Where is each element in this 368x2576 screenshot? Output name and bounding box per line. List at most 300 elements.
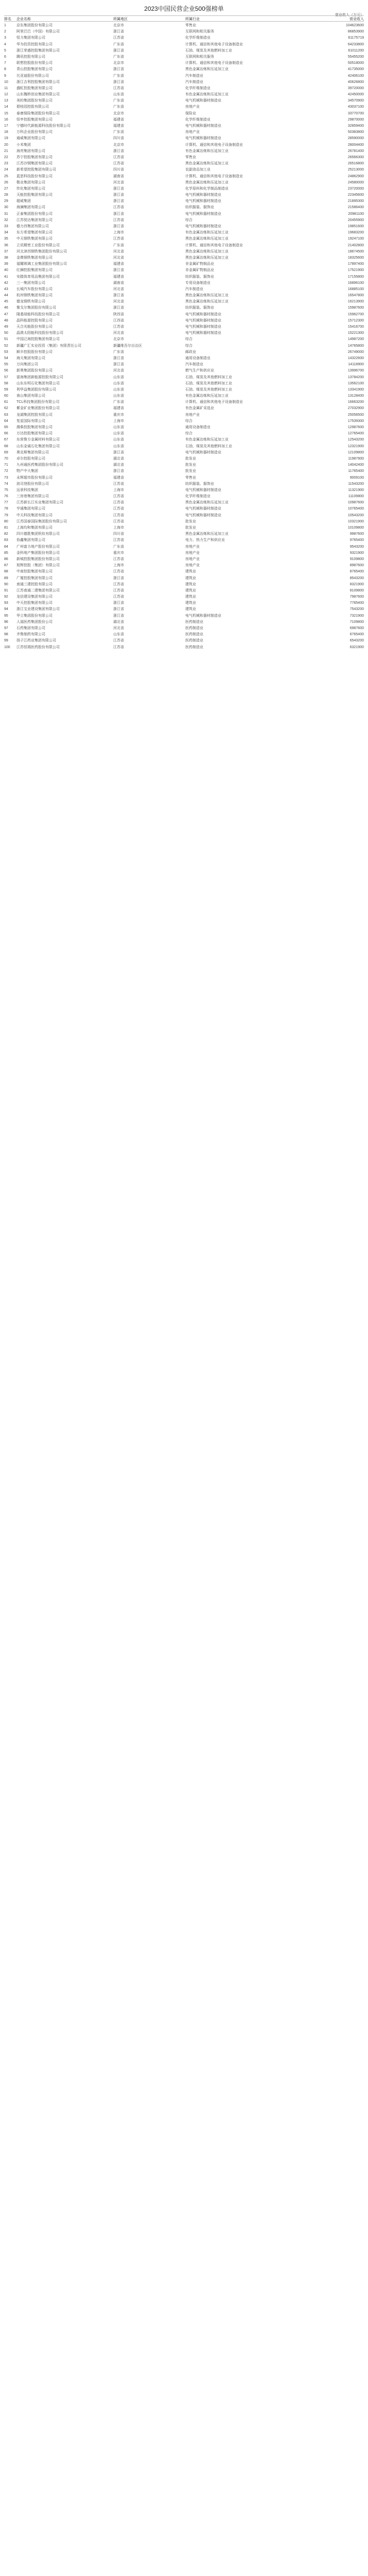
revenue-cell: 7765400 bbox=[349, 601, 364, 605]
region-cell: 浙江省 bbox=[113, 80, 124, 84]
revenue-cell: 10543200 bbox=[347, 513, 364, 517]
revenue-cell: 26781400 bbox=[347, 149, 364, 153]
rank-cell: 24 bbox=[4, 168, 8, 172]
rank-cell: 22 bbox=[4, 155, 8, 159]
rank-cell: 98 bbox=[4, 633, 8, 637]
region-cell: 山东省 bbox=[113, 394, 124, 398]
region-cell: 湖北省 bbox=[113, 463, 124, 467]
region-cell: 广东省 bbox=[113, 55, 124, 59]
table-row bbox=[4, 613, 364, 619]
table-row bbox=[4, 513, 364, 519]
revenue-cell: 55455200 bbox=[347, 55, 364, 59]
region-cell: 福建省 bbox=[113, 275, 124, 279]
region-cell: 江苏省 bbox=[113, 162, 124, 166]
table-row bbox=[4, 23, 364, 29]
industry-cell: 黑色金属冶炼和压延加工业 bbox=[185, 501, 229, 505]
company-name-cell: 华为投资控股有限公司 bbox=[16, 42, 52, 46]
rank-cell: 46 bbox=[4, 306, 8, 310]
rank-cell: 40 bbox=[4, 268, 8, 273]
table-row bbox=[4, 111, 364, 117]
company-name-cell: 恒力集团有限公司 bbox=[16, 36, 45, 40]
region-cell: 北京市 bbox=[113, 143, 124, 147]
industry-cell: 电气机械和器材制造业 bbox=[185, 99, 221, 103]
revenue-cell: 11109800 bbox=[348, 495, 364, 499]
company-name-cell: 潍柴控股集团有限公司 bbox=[16, 426, 52, 429]
industry-cell: 石油、煤炭及其他燃料加工业 bbox=[185, 375, 232, 379]
region-cell: 广东省 bbox=[113, 243, 124, 247]
rank-cell: 44 bbox=[4, 294, 8, 298]
company-name-cell: 远景科技集团 bbox=[16, 488, 38, 492]
revenue-cell: 8543200 bbox=[349, 576, 364, 580]
industry-cell: 计算机、通信和其他电子设备制造业 bbox=[185, 61, 243, 65]
industry-cell: 电气机械和器材制造业 bbox=[185, 614, 221, 618]
company-name-cell: 石药集团有限公司 bbox=[16, 626, 45, 630]
rank-cell: 26 bbox=[4, 180, 8, 184]
industry-cell: 汽车制造业 bbox=[185, 74, 203, 78]
region-cell: 山东省 bbox=[113, 444, 124, 448]
region-cell: 江苏省 bbox=[113, 218, 124, 222]
table-row bbox=[4, 66, 364, 73]
company-name-cell: 亨通集团有限公司 bbox=[16, 507, 45, 511]
region-cell: 北京市 bbox=[113, 111, 124, 115]
rank-cell: 59 bbox=[4, 387, 8, 392]
revenue-cell: 50383800 bbox=[347, 130, 364, 134]
industry-cell: 黑色金属冶炼和压延加工业 bbox=[185, 294, 229, 298]
region-cell: 浙江省 bbox=[113, 450, 124, 454]
industry-cell: 计算机、通信和其他电子设备制造业 bbox=[185, 400, 243, 404]
rank-cell: 48 bbox=[4, 318, 8, 323]
industry-cell: 零售业 bbox=[185, 476, 196, 480]
company-name-cell: 江苏国泰国际集团股份有限公司 bbox=[16, 519, 67, 523]
rank-cell: 89 bbox=[4, 576, 8, 580]
industry-cell: 纺织服装、服饰业 bbox=[185, 275, 214, 279]
revenue-cell: 19247100 bbox=[347, 237, 364, 241]
rank-cell: 71 bbox=[4, 463, 8, 467]
industry-cell: 房地产业 bbox=[185, 557, 200, 561]
company-name-cell: 敬业集团有限公司 bbox=[16, 180, 45, 184]
industry-cell: 电气机械和器材制造业 bbox=[185, 450, 221, 454]
company-name-cell: 通威集团有限公司 bbox=[16, 137, 45, 141]
company-name-cell: 比亚迪股份有限公司 bbox=[16, 74, 49, 78]
region-cell: 山东省 bbox=[113, 438, 124, 442]
company-name-cell: 新城控股集团股份有限公司 bbox=[16, 557, 60, 561]
company-name-cell: 四川德胜集团钒钛有限公司 bbox=[16, 532, 60, 536]
revenue-cell: 10109800 bbox=[347, 526, 364, 530]
region-cell: 四川省 bbox=[113, 168, 124, 172]
revenue-cell: 39720000 bbox=[347, 86, 364, 90]
header-region: 所属地区 bbox=[113, 18, 128, 21]
company-name-cell: 小米集团 bbox=[16, 143, 31, 147]
company-name-cell: 万向集团公司 bbox=[16, 363, 38, 367]
revenue-cell: 12543200 bbox=[347, 438, 364, 442]
region-cell: 广东省 bbox=[113, 42, 124, 46]
region-cell: 江苏省 bbox=[113, 325, 124, 329]
region-cell: 上海市 bbox=[113, 419, 124, 423]
revenue-cell: 21402800 bbox=[347, 243, 364, 247]
revenue-cell: 86853900 bbox=[347, 30, 364, 34]
revenue-cell: 15221300 bbox=[347, 331, 364, 335]
rank-cell: 64 bbox=[4, 419, 8, 423]
industry-cell: 黑色金属冶炼和压延加工业 bbox=[185, 162, 229, 166]
industry-cell: 计算机、通信和其他电子设备制造业 bbox=[185, 174, 243, 178]
table-row bbox=[4, 35, 364, 41]
industry-cell: 专用设备制造业 bbox=[185, 281, 211, 285]
table-row bbox=[4, 494, 364, 500]
industry-cell: 电气机械和器材制造业 bbox=[185, 513, 221, 517]
rank-cell: 8 bbox=[4, 67, 6, 72]
industry-cell: 房地产业 bbox=[185, 551, 200, 555]
company-name-cell: 德龙钢铁有限公司 bbox=[16, 300, 45, 304]
industry-cell: 有色金属冶炼和压延加工业 bbox=[185, 394, 229, 398]
company-name-cell: 金科地产集团股份有限公司 bbox=[16, 551, 60, 555]
company-name-cell: 人福医药集团股份公司 bbox=[16, 620, 52, 624]
table-row bbox=[4, 135, 364, 142]
region-cell: 山东省 bbox=[113, 375, 124, 379]
region-cell: 江苏省 bbox=[113, 645, 124, 649]
revenue-cell: 6543200 bbox=[349, 639, 364, 643]
table-row bbox=[4, 519, 364, 525]
industry-cell: 汽车制造业 bbox=[185, 80, 203, 84]
revenue-cell: 13128400 bbox=[347, 394, 364, 398]
rank-cell: 33 bbox=[4, 225, 8, 228]
industry-cell: 通用设备制造业 bbox=[185, 426, 211, 429]
rank-cell: 81 bbox=[4, 526, 8, 530]
table-row bbox=[4, 48, 364, 54]
revenue-cell: 61011200 bbox=[348, 48, 364, 53]
table-row bbox=[4, 117, 364, 123]
industry-cell: 电气机械和器材制造业 bbox=[185, 124, 221, 128]
company-name-cell: 旭辉控股（集团）有限公司 bbox=[16, 564, 60, 568]
company-name-cell: 卓尔控股有限公司 bbox=[16, 456, 45, 461]
industry-cell: 有色金属矿采选业 bbox=[185, 406, 214, 411]
rank-cell: 88 bbox=[4, 570, 8, 574]
table-row bbox=[4, 487, 364, 494]
revenue-cell: 9321900 bbox=[349, 551, 364, 555]
industry-cell: 房地产业 bbox=[185, 564, 200, 568]
revenue-cell: 18674500 bbox=[347, 249, 364, 253]
revenue-cell: 23720000 bbox=[347, 187, 364, 191]
company-name-cell: 联想控股股份有限公司 bbox=[16, 61, 52, 65]
region-cell: 上海市 bbox=[113, 231, 124, 235]
revenue-cell: 26516800 bbox=[347, 162, 364, 166]
region-cell: 江苏省 bbox=[113, 513, 124, 517]
rank-cell: 13 bbox=[4, 99, 8, 103]
revenue-cell: 17155800 bbox=[347, 275, 364, 279]
company-name-cell: 浙江荣盛控股集团有限公司 bbox=[16, 48, 60, 53]
industry-cell: 电气机械和器材制造业 bbox=[185, 137, 221, 141]
revenue-cell: 14322600 bbox=[347, 356, 364, 360]
rank-cell: 99 bbox=[4, 639, 8, 643]
revenue-cell: 16896100 bbox=[347, 281, 364, 285]
rank-cell: 69 bbox=[4, 450, 8, 454]
rank-cell: 12 bbox=[4, 93, 8, 97]
company-name-cell: 江苏沙钢集团有限公司 bbox=[16, 162, 52, 166]
region-cell: 山东省 bbox=[113, 633, 124, 637]
company-name-cell: 华立集团股份有限公司 bbox=[16, 614, 52, 618]
industry-cell: 建筑业 bbox=[185, 582, 196, 586]
rank-cell: 79 bbox=[4, 513, 8, 517]
industry-cell: 黑色金属冶炼和压延加工业 bbox=[185, 180, 229, 184]
industry-cell: 电气机械和器材制造业 bbox=[185, 199, 221, 204]
table-row bbox=[4, 381, 364, 387]
region-cell: 江苏省 bbox=[113, 206, 124, 210]
revenue-cell: 24580000 bbox=[347, 180, 364, 184]
region-cell: 江苏省 bbox=[113, 86, 124, 90]
table-row bbox=[4, 186, 364, 192]
table-row bbox=[4, 462, 364, 468]
revenue-cell: 64233800 bbox=[347, 42, 364, 46]
rank-cell: 36 bbox=[4, 243, 8, 247]
industry-cell: 零售业 bbox=[185, 24, 196, 27]
region-cell: 江苏省 bbox=[113, 507, 124, 511]
region-cell: 广东省 bbox=[113, 400, 124, 404]
revenue-cell: 14042400 bbox=[347, 463, 364, 467]
region-cell: 浙江省 bbox=[113, 363, 124, 367]
revenue-cell: 19683200 bbox=[347, 231, 364, 235]
region-cell: 江苏省 bbox=[113, 557, 124, 561]
industry-cell: 电气机械和器材制造业 bbox=[185, 318, 221, 323]
revenue-cell: 10321900 bbox=[347, 519, 364, 523]
table-row bbox=[4, 267, 364, 274]
table-row bbox=[4, 249, 364, 255]
region-cell: 湖北省 bbox=[113, 456, 124, 461]
company-name-cell: 江苏南通二建集团有限公司 bbox=[16, 588, 60, 592]
table-row bbox=[4, 556, 364, 563]
rank-cell: 34 bbox=[4, 231, 8, 235]
rank-cell: 7 bbox=[4, 61, 6, 65]
revenue-cell: 17897400 bbox=[347, 262, 364, 266]
company-name-cell: 广厦控股集团有限公司 bbox=[16, 576, 52, 580]
table-row bbox=[4, 79, 364, 86]
company-name-cell: 扬子江药业集团有限公司 bbox=[16, 639, 56, 643]
industry-cell: 综合 bbox=[185, 419, 192, 423]
industry-cell: 电气机械和器材制造业 bbox=[185, 507, 221, 511]
industry-cell: 批发业 bbox=[185, 469, 196, 473]
region-cell: 山东省 bbox=[113, 387, 124, 392]
table-row bbox=[4, 236, 364, 242]
company-name-cell: 新疆广汇实业投资（集团）有限责任公司 bbox=[16, 344, 81, 348]
industry-cell: 农副食品加工业 bbox=[185, 168, 211, 172]
revenue-cell: 7321900 bbox=[349, 614, 364, 618]
region-cell: 广东省 bbox=[113, 99, 124, 103]
industry-cell: 综合 bbox=[185, 432, 192, 436]
rank-cell: 52 bbox=[4, 344, 8, 348]
table-row bbox=[4, 638, 364, 644]
table-row bbox=[4, 54, 364, 60]
industry-cell: 综合 bbox=[185, 218, 192, 222]
region-cell: 江苏省 bbox=[113, 237, 124, 241]
company-name-cell: 山东东明石化集团有限公司 bbox=[16, 381, 60, 385]
table-row bbox=[4, 537, 364, 544]
table-row bbox=[4, 29, 364, 35]
industry-cell: 电气机械和器材制造业 bbox=[185, 312, 221, 316]
table-row bbox=[4, 98, 364, 104]
region-cell: 上海市 bbox=[113, 488, 124, 492]
company-name-cell: 正泰集团股份有限公司 bbox=[16, 212, 52, 216]
revenue-cell: 12987600 bbox=[347, 426, 364, 429]
rank-cell: 18 bbox=[4, 130, 8, 134]
industry-cell: 建筑业 bbox=[185, 595, 196, 599]
company-name-cell: 奥克斯集团有限公司 bbox=[16, 450, 49, 454]
industry-cell: 纺织服装、服饰业 bbox=[185, 482, 214, 486]
rank-cell: 45 bbox=[4, 300, 8, 304]
revenue-cell: 42406100 bbox=[347, 74, 364, 78]
rank-cell: 61 bbox=[4, 400, 8, 404]
table-row bbox=[4, 606, 364, 613]
rank-cell: 30 bbox=[4, 206, 8, 210]
revenue-cell: 16547800 bbox=[347, 294, 364, 298]
rank-cell: 31 bbox=[4, 212, 8, 216]
region-cell: 浙江省 bbox=[113, 576, 124, 580]
rank-cell: 77 bbox=[4, 501, 8, 505]
company-name-cell: 江苏悦达集团有限公司 bbox=[16, 218, 52, 222]
industry-cell: 医药制造业 bbox=[185, 620, 203, 624]
region-cell: 河北省 bbox=[113, 300, 124, 304]
region-cell: 山东省 bbox=[113, 426, 124, 429]
region-cell: 上海市 bbox=[113, 564, 124, 568]
rank-cell: 42 bbox=[4, 281, 8, 285]
region-cell: 广东省 bbox=[113, 350, 124, 354]
table-row bbox=[4, 456, 364, 462]
revenue-cell: 41735000 bbox=[347, 67, 364, 72]
company-name-cell: 江苏恒瑞医药股份有限公司 bbox=[16, 645, 60, 649]
industry-cell: 电力、热力生产和供应业 bbox=[185, 538, 225, 543]
table-row bbox=[4, 330, 364, 336]
region-cell: 湖北省 bbox=[113, 620, 124, 624]
table-row bbox=[4, 60, 364, 66]
region-cell: 江苏省 bbox=[113, 588, 124, 592]
company-name-cell: 杭州钢铁集团有限公司 bbox=[16, 294, 52, 298]
revenue-cell: 16213900 bbox=[347, 300, 364, 304]
rank-cell: 4 bbox=[4, 42, 6, 46]
region-cell: 北京市 bbox=[113, 24, 124, 27]
region-cell: 江西省 bbox=[113, 318, 124, 323]
revenue-cell: 20455900 bbox=[347, 218, 364, 222]
company-name-cell: 万科企业股份有限公司 bbox=[16, 130, 52, 134]
revenue-cell: 7543200 bbox=[349, 607, 364, 612]
industry-cell: 电气机械和器材制造业 bbox=[185, 212, 221, 216]
revenue-cell: 7987600 bbox=[349, 595, 364, 599]
rank-cell: 27 bbox=[4, 187, 8, 191]
rank-cell: 51 bbox=[4, 337, 8, 342]
revenue-cell: 50518000 bbox=[347, 61, 364, 65]
ranking-table[interactable] bbox=[4, 23, 364, 2576]
industry-cell: 批发业 bbox=[185, 526, 196, 530]
revenue-cell: 15416700 bbox=[347, 325, 364, 329]
industry-cell: 电气机械和器材制造业 bbox=[185, 331, 221, 335]
revenue-cell: 40626800 bbox=[347, 80, 364, 84]
header-industry: 所属行业 bbox=[185, 18, 200, 21]
table-row bbox=[4, 418, 364, 425]
rank-cell: 75 bbox=[4, 488, 8, 492]
table-row bbox=[4, 174, 364, 180]
rank-cell: 39 bbox=[4, 262, 8, 266]
industry-cell: 计算机、通信和其他电子设备制造业 bbox=[185, 243, 243, 247]
company-name-cell: 南山集团有限公司 bbox=[16, 394, 45, 398]
company-name-cell: 齐鲁制药有限公司 bbox=[16, 633, 45, 637]
region-cell: 江苏省 bbox=[113, 482, 124, 486]
industry-cell: 建筑业 bbox=[185, 601, 196, 605]
industry-cell: 电气机械和器材制造业 bbox=[185, 225, 221, 228]
company-name-cell: 雅戈尔集团股份有限公司 bbox=[16, 306, 56, 310]
table-row bbox=[4, 393, 364, 399]
table-row bbox=[4, 230, 364, 236]
company-name-cell: 三房巷集团有限公司 bbox=[16, 495, 49, 499]
revenue-cell: 28004400 bbox=[347, 143, 364, 147]
company-name-cell: 天能控股集团有限公司 bbox=[16, 193, 52, 197]
company-name-cell: 富海集团新能源控股有限公司 bbox=[16, 375, 63, 379]
header-rank: 排名 bbox=[4, 18, 11, 21]
rank-cell: 100 bbox=[4, 645, 10, 649]
company-name-cell: 中天钢铁集团有限公司 bbox=[16, 237, 52, 241]
company-name-cell: 浙江吉利控股集团有限公司 bbox=[16, 80, 60, 84]
company-name-cell: 超威集团 bbox=[16, 199, 31, 204]
revenue-cell: 12109800 bbox=[347, 450, 364, 454]
company-name-cell: 龙湖集团控股有限公司 bbox=[16, 413, 52, 417]
region-cell: 江苏省 bbox=[113, 639, 124, 643]
industry-cell: 建筑业 bbox=[185, 588, 196, 592]
rank-cell: 95 bbox=[4, 614, 8, 618]
region-cell: 四川省 bbox=[113, 137, 124, 141]
region-cell: 浙江省 bbox=[113, 607, 124, 612]
revenue-cell: 15962700 bbox=[347, 312, 364, 316]
industry-cell: 化学纤维制造业 bbox=[185, 117, 211, 122]
industry-cell: 非金属矿物制品业 bbox=[185, 262, 214, 266]
revenue-cell: 32859400 bbox=[347, 124, 364, 128]
table-row bbox=[4, 425, 364, 431]
revenue-cell: 20981100 bbox=[348, 212, 364, 216]
revenue-cell: 12321900 bbox=[347, 444, 364, 448]
revenue-cell: 22345600 bbox=[347, 193, 364, 197]
region-cell: 浙江省 bbox=[113, 199, 124, 204]
table-row bbox=[4, 444, 364, 450]
region-cell: 浙江省 bbox=[113, 294, 124, 298]
table-row bbox=[4, 550, 364, 556]
industry-cell: 有色金属冶炼和压延加工业 bbox=[185, 149, 229, 153]
company-name-cell: 德力西集团有限公司 bbox=[16, 225, 49, 228]
table-row bbox=[4, 274, 364, 280]
company-name-cell: 天合光能股份有限公司 bbox=[16, 325, 52, 329]
rank-cell: 25 bbox=[4, 174, 8, 178]
revenue-cell: 6321900 bbox=[349, 645, 364, 649]
rank-cell: 92 bbox=[4, 595, 8, 599]
industry-cell: 化学原料和化学制品制造业 bbox=[185, 187, 229, 191]
region-cell: 福建省 bbox=[113, 117, 124, 122]
revenue-cell: 17539300 bbox=[347, 419, 364, 423]
company-name-cell: 南通三建控股有限公司 bbox=[16, 582, 52, 586]
region-cell: 北京市 bbox=[113, 337, 124, 342]
revenue-cell: 28590000 bbox=[347, 137, 364, 141]
revenue-cell: 13784200 bbox=[347, 375, 364, 379]
industry-cell: 邮政业 bbox=[185, 350, 196, 354]
table-row bbox=[4, 355, 364, 362]
region-cell: 浙江省 bbox=[113, 601, 124, 605]
region-cell: 四川省 bbox=[113, 532, 124, 536]
industry-cell: 电气机械和器材制造业 bbox=[185, 488, 221, 492]
company-name-cell: 中天控股集团有限公司 bbox=[16, 601, 52, 605]
region-cell: 重庆市 bbox=[113, 551, 124, 555]
rank-cell: 1 bbox=[4, 24, 6, 27]
company-name-cell: 龙信建设集团有限公司 bbox=[16, 595, 52, 599]
company-name-cell: 长城汽车股份有限公司 bbox=[16, 287, 52, 291]
table-row bbox=[4, 362, 364, 368]
rank-cell: 96 bbox=[4, 620, 8, 624]
rank-cell: 97 bbox=[4, 626, 8, 630]
table-row bbox=[4, 261, 364, 267]
rank-cell: 55 bbox=[4, 363, 8, 367]
company-name-cell: 青山控股集团有限公司 bbox=[16, 67, 52, 72]
rank-cell: 41 bbox=[4, 275, 8, 279]
